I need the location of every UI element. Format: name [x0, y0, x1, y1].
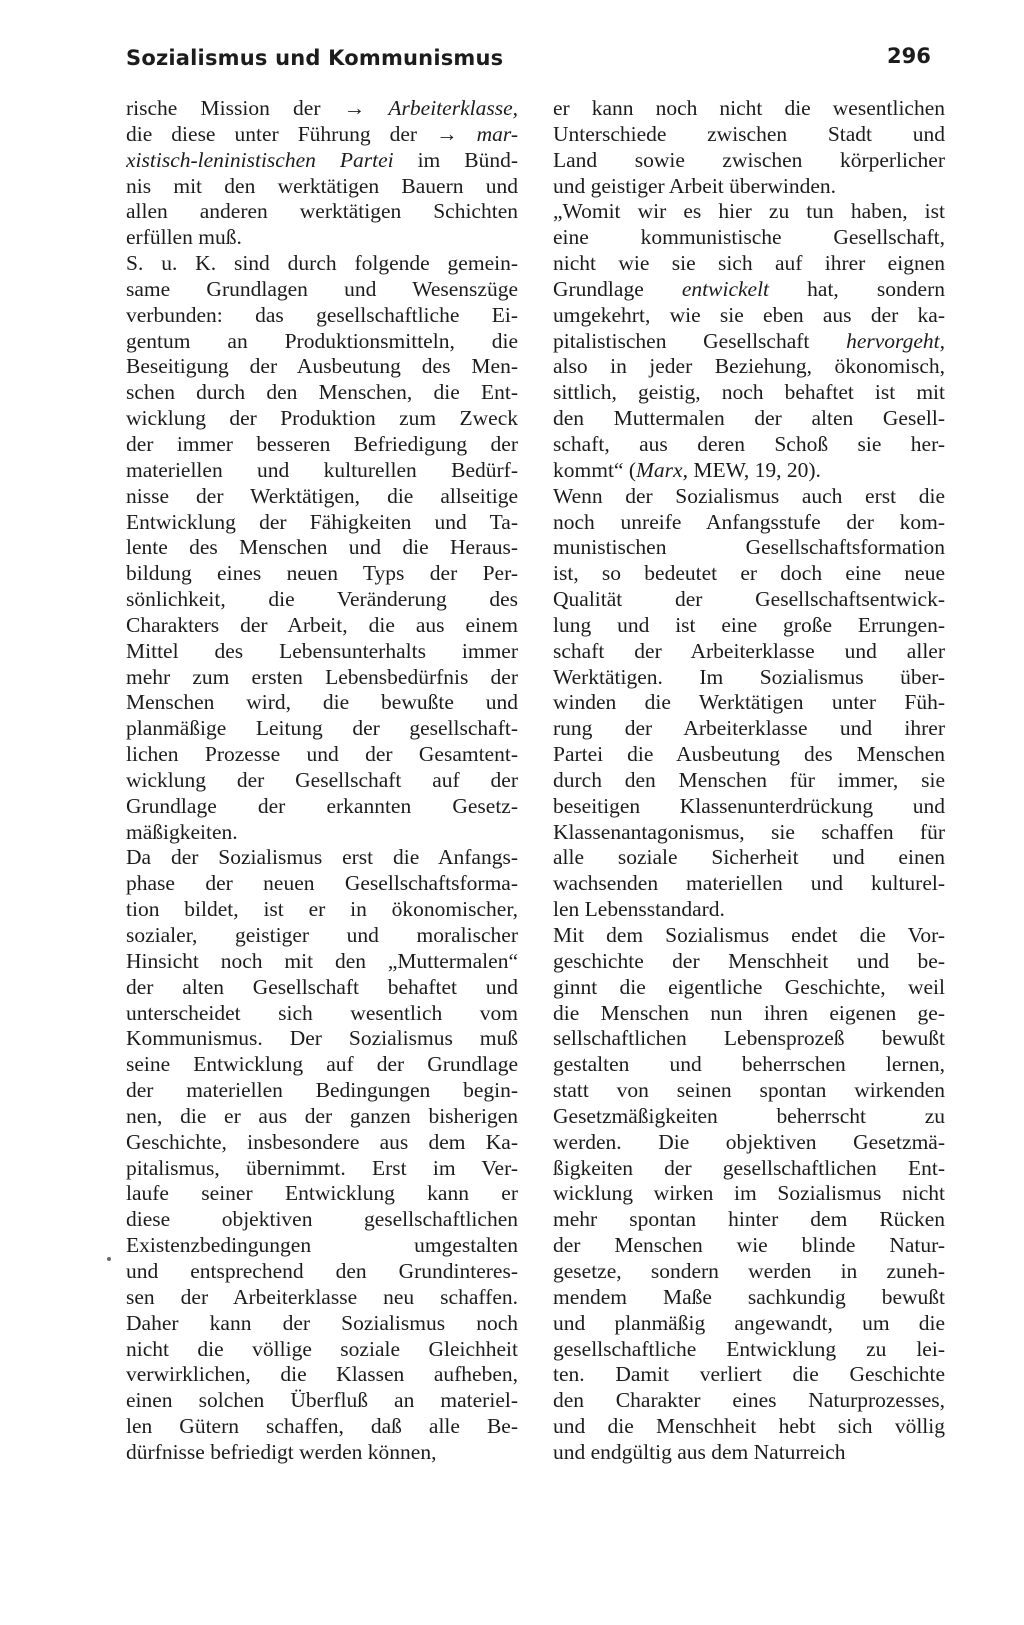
text-line: „Womit wir es hier zu tun haben, ist — [553, 199, 945, 224]
text-line: Grundlage der erkannten Gesetz- — [126, 793, 518, 818]
text-line: eine kommunistische Gesellschaft, — [553, 225, 945, 250]
text-line: den Charakter eines Naturprozesses, — [553, 1388, 945, 1413]
text-line: gentum an Produktionsmitteln, die — [126, 328, 518, 353]
text-line: seine Entwicklung auf der Grundlage — [126, 1052, 518, 1077]
text-line: unterscheidet sich wesentlich vom — [126, 1000, 518, 1025]
text-line: er kann noch nicht die wesentlichen — [553, 96, 945, 120]
text-line: umgekehrt, wie sie eben aus der ka- — [553, 302, 945, 327]
text-line: Hinsicht noch mit den „Muttermalen“ — [126, 948, 518, 973]
text-line: sen der Arbeiterklasse neu schaffen. — [126, 1284, 518, 1309]
text-line: einen solchen Überfluß an materiel- — [126, 1388, 518, 1413]
text-line: same Grundlagen und Wesenszüge — [126, 276, 518, 301]
text-line: alle soziale Sicherheit und einen — [553, 845, 945, 870]
text-line: materiellen und kulturellen Bedürf- — [126, 457, 518, 482]
text-line: Land sowie zwischen körperlicher — [553, 147, 945, 172]
text-line: wachsenden materiellen und kulturel- — [553, 871, 945, 896]
text-line: der alten Gesellschaft behaftet und — [126, 974, 518, 999]
text-line: geschichte der Menschheit und be- — [553, 948, 945, 973]
text-line: planmäßige Leitung der gesellschaft- — [126, 716, 518, 741]
text-line: sozialer, geistiger und moralischer — [126, 923, 518, 947]
text-line: Existenzbedingungen umgestalten — [126, 1233, 518, 1258]
text-line: verbunden: das gesellschaftliche Ei- — [126, 302, 518, 327]
text-line: durch den Menschen für immer, sie — [553, 767, 945, 792]
text-line: und endgültig aus dem Naturreich — [553, 1439, 846, 1464]
text-line: nen, die er aus der ganzen bisherigen — [126, 1103, 518, 1128]
right-text-column — [553, 96, 945, 1466]
text-line: gesetze, sondern werden in zuneh- — [553, 1258, 945, 1283]
text-line: und entsprechend den Grundinteres- — [126, 1258, 518, 1283]
text-line: werden. Die objektiven Gesetzmä- — [553, 1129, 945, 1154]
text-line: statt von seinen spontan wirkenden — [553, 1078, 945, 1103]
text-line: der Menschen wie blinde Natur- — [553, 1233, 945, 1258]
text-line: die Menschen nun ihren eigenen ge- — [553, 1000, 945, 1025]
text-line: und die Menschheit hebt sich völlig — [553, 1414, 945, 1439]
text-line: Geschichte, insbesondere aus dem Ka- — [126, 1129, 518, 1154]
text-line: Kommunismus. Der Sozialismus muß — [126, 1026, 518, 1051]
text-line: S. u. K. sind durch folgende gemein- — [126, 251, 518, 276]
text-line: dürfnisse befriedigt werden können, — [126, 1439, 437, 1464]
text-line: den Muttermalen der alten Gesell- — [553, 406, 945, 431]
text-line: ist, so bedeutet er doch eine neue — [553, 561, 945, 586]
text-line: nisse der Werktätigen, die allseitige — [126, 483, 518, 508]
text-line: Wenn der Sozialismus auch erst die — [553, 483, 945, 508]
text-line: sellschaftlichen Lebensprozeß bewußt — [553, 1026, 945, 1051]
text-line: nicht wie sie sich auf ihrer eignen — [553, 251, 945, 276]
text-line: Werktätigen. Im Sozialismus über- — [553, 664, 945, 689]
text-line: gesellschaftliche Entwicklung zu lei- — [553, 1336, 945, 1361]
print-speck — [107, 1257, 111, 1261]
text-line: noch unreife Anfangsstufe der kom- — [553, 509, 945, 534]
text-line: lichen Prozesse und der Gesamtent- — [126, 742, 518, 767]
text-line: gestalten und beherrschen lernen, — [553, 1052, 945, 1077]
text-line: Entwicklung der Fähigkeiten und Ta- — [126, 509, 518, 534]
text-line: und planmäßig angewandt, um die — [553, 1310, 945, 1335]
text-line: mehr zum ersten Lebensbedürfnis der — [126, 664, 518, 689]
text-line: ßigkeiten der gesellschaftlichen Ent- — [553, 1155, 945, 1180]
text-line: schaft, aus deren Schoß sie her- — [553, 431, 945, 456]
text-line: verwirklichen, die Klassen aufheben, — [126, 1362, 518, 1387]
running-header-title: Sozialismus und Kommunismus — [126, 46, 504, 70]
text-line: len Lebensstandard. — [553, 897, 725, 922]
text-line: Unterschiede zwischen Stadt und — [553, 121, 945, 146]
text-line: Beseitigung der Ausbeutung des Men- — [126, 354, 518, 379]
text-line: phase der neuen Gesellschaftsforma- — [126, 871, 518, 896]
text-line: ginnt die eigentliche Geschichte, weil — [553, 974, 945, 999]
page-number: 296 — [887, 44, 931, 68]
text-line: wicklung wirken im Sozialismus nicht — [553, 1181, 945, 1206]
text-line: allen anderen werktätigen Schichten — [126, 199, 518, 224]
text-line: Grundlage entwickelt hat, sondern — [553, 276, 945, 301]
text-line: kommt“ (Marx, MEW, 19, 20). — [553, 457, 821, 482]
text-line: laufe seiner Entwicklung kann er — [126, 1181, 518, 1206]
text-line: Qualität der Gesellschaftsentwick- — [553, 587, 945, 612]
text-line: tion bildet, ist er in ökonomischer, — [126, 897, 518, 922]
left-text-column — [126, 96, 518, 1466]
text-line: und geistiger Arbeit überwinden. — [553, 173, 837, 198]
text-line: xistisch-leninistischen Partei im Bünd- — [126, 147, 518, 172]
text-line: nicht die völlige soziale Gleichheit — [126, 1336, 518, 1361]
text-line: der materiellen Bedingungen begin- — [126, 1078, 518, 1103]
text-line: Da der Sozialismus erst die Anfangs- — [126, 845, 518, 870]
text-line: Menschen wird, die bewußte und — [126, 690, 518, 715]
text-line: rung der Arbeiterklasse und ihrer — [553, 716, 945, 741]
text-line: Daher kann der Sozialismus noch — [126, 1310, 518, 1335]
text-line: wicklung der Produktion zum Zweck — [126, 406, 518, 431]
text-line: sittlich, geistig, noch behaftet ist mit — [553, 380, 945, 405]
text-line: bildung eines neuen Typs der Per- — [126, 561, 518, 586]
text-line: diese objektiven gesellschaftlichen — [126, 1207, 518, 1232]
text-line: Mit dem Sozialismus endet die Vor- — [553, 923, 945, 947]
text-line: also in jeder Beziehung, ökonomisch, — [553, 354, 945, 379]
text-line: Partei die Ausbeutung des Menschen — [553, 742, 945, 767]
text-line: mendem Maße sachkundig bewußt — [553, 1284, 945, 1309]
text-line: wicklung der Gesellschaft auf der — [126, 767, 518, 792]
text-line: lung und ist eine große Errungen- — [553, 612, 945, 637]
text-line: winden die Werktätigen unter Füh- — [553, 690, 945, 715]
text-line: die diese unter Führung der → mar- — [126, 121, 518, 146]
text-line: nis mit den werktätigen Bauern und — [126, 173, 518, 198]
text-line: erfüllen muß. — [126, 225, 242, 250]
text-line: mäßigkeiten. — [126, 819, 238, 844]
text-line: mehr spontan hinter dem Rücken — [553, 1207, 945, 1232]
text-line: schaft der Arbeiterklasse und aller — [553, 638, 945, 663]
text-line: Klassenantagonismus, sie schaffen für — [553, 819, 945, 844]
text-line: lente des Menschen und die Heraus- — [126, 535, 518, 560]
text-line: rische Mission der → Arbeiterklasse, — [126, 96, 518, 120]
text-line: Charakters der Arbeit, die aus einem — [126, 612, 518, 637]
text-line: pitalismus, übernimmt. Erst im Ver- — [126, 1155, 518, 1180]
text-line: beseitigen Klassenunterdrückung und — [553, 793, 945, 818]
text-line: len Gütern schaffen, daß alle Be- — [126, 1414, 518, 1439]
text-line: schen durch den Menschen, die Ent- — [126, 380, 518, 405]
text-line: Gesetzmäßigkeiten beherrscht zu — [553, 1103, 945, 1128]
text-line: munistischen Gesellschaftsformation — [553, 535, 945, 560]
text-line: ten. Damit verliert die Geschichte — [553, 1362, 945, 1387]
text-line: sönlichkeit, die Veränderung des — [126, 587, 518, 612]
text-line: Mittel des Lebensunterhalts immer — [126, 638, 518, 663]
text-line: pitalistischen Gesellschaft hervorgeht, — [553, 328, 945, 353]
text-line: der immer besseren Befriedigung der — [126, 431, 518, 456]
